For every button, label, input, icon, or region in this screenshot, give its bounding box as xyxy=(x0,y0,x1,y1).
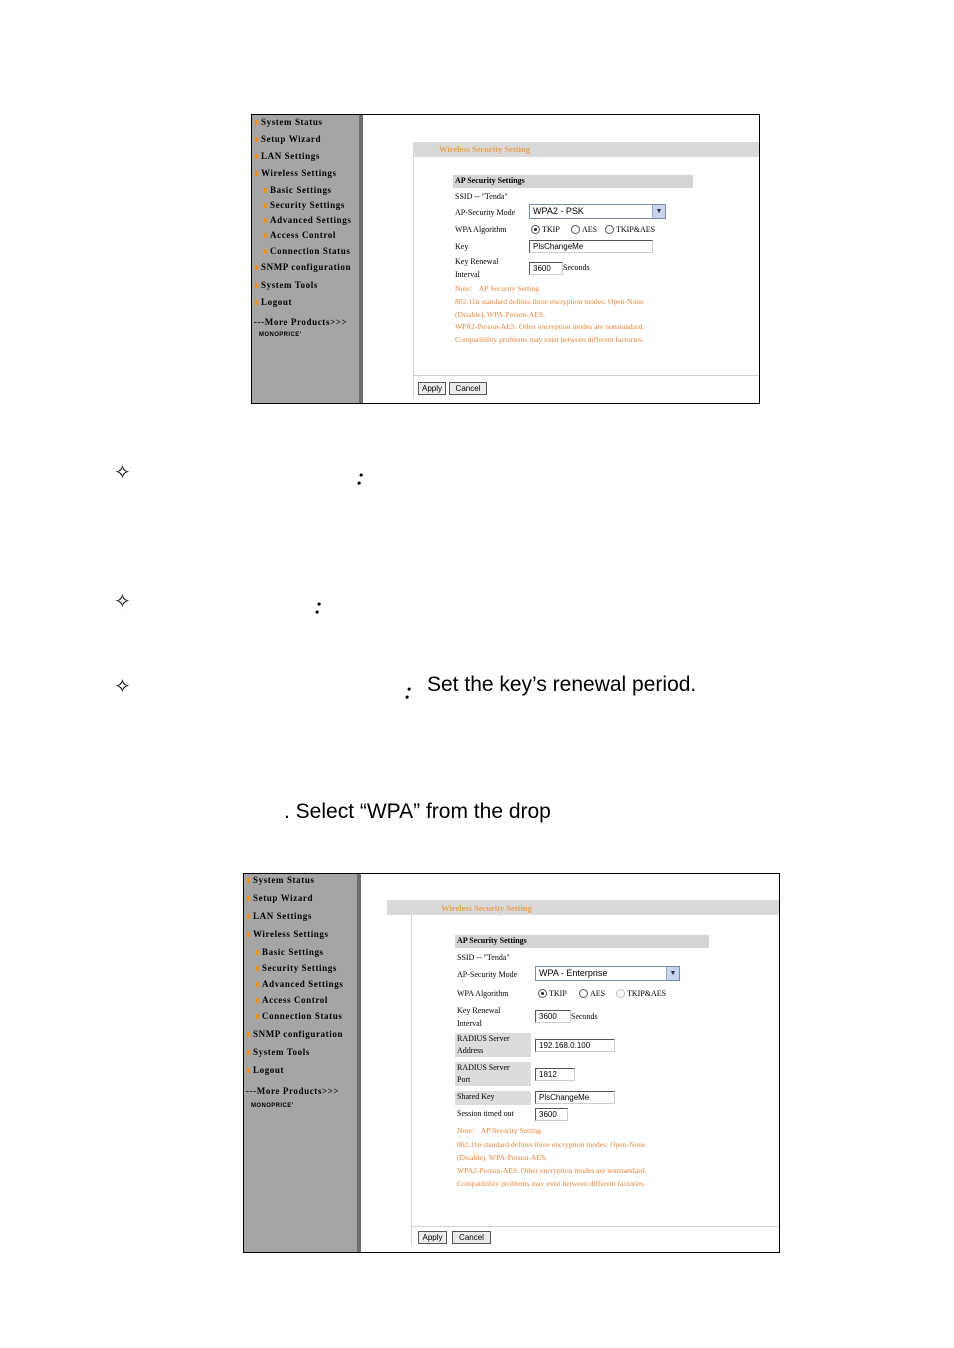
chevron-down-icon[interactable]: ▼ xyxy=(666,967,679,980)
main-panel xyxy=(363,115,759,403)
security-mode-label: AP-Security Mode xyxy=(457,970,518,979)
sidebar-item-advanced-settings[interactable]: Advanced Settings xyxy=(262,979,344,989)
screenshot-wpa2-psk xyxy=(251,114,760,404)
chevron-down-icon[interactable]: ▼ xyxy=(652,205,665,218)
note-line-2: 802.11n standard defines three encryption modes: Open-None xyxy=(455,297,644,306)
session-timeout-input[interactable]: 3600 xyxy=(535,1108,568,1121)
sidebar-item-connection-status[interactable]: Connection Status xyxy=(270,246,351,256)
more-products-link[interactable]: ---More Products>>> xyxy=(254,317,348,327)
radius-port-input[interactable]: 1812 xyxy=(535,1068,575,1081)
sidebar-item-advanced-settings[interactable]: Advanced Settings xyxy=(270,215,352,225)
sidebar-item-system-tools[interactable]: System Tools xyxy=(253,1047,310,1057)
radio-tkip-aes[interactable] xyxy=(616,989,625,998)
footer-divider xyxy=(411,1226,780,1227)
radio-aes[interactable] xyxy=(571,225,580,234)
content-divider xyxy=(413,157,414,397)
monoprice-logo: MONOPRICE' xyxy=(259,332,302,338)
key-input[interactable]: PlsChangeMe xyxy=(529,240,653,253)
sidebar-item-security-settings[interactable]: Security Settings xyxy=(262,963,337,973)
session-timeout-label: Session timed out xyxy=(457,1109,514,1118)
ssid-label: SSID -- "Tenda" xyxy=(455,192,508,201)
colon-mark: ： xyxy=(312,597,332,619)
radio-tkip-aes-label: TKIP&AES xyxy=(627,989,667,998)
key-renewal-input[interactable]: 3600 xyxy=(535,1010,571,1023)
radio-aes[interactable] xyxy=(579,989,588,998)
note-line-5: Compatibility problems may exist between different factories. xyxy=(457,1179,646,1188)
note-line-1: Note： AP Security Setting xyxy=(457,1126,541,1135)
sidebar-item-connection-status[interactable]: Connection Status xyxy=(262,1011,343,1021)
sidebar-item-logout[interactable]: Logout xyxy=(253,1065,285,1075)
cancel-button[interactable]: Cancel xyxy=(449,382,487,395)
sidebar-item-setup-wizard[interactable]: Setup Wizard xyxy=(253,893,314,903)
sidebar-item-setup-wizard[interactable]: Setup Wizard xyxy=(261,134,322,144)
radio-tkip-aes-label: TKIP&AES xyxy=(616,225,656,234)
radio-tkip[interactable] xyxy=(538,989,547,998)
ssid-label: SSID -- "Tenda" xyxy=(457,953,510,962)
sidebar-item-logout[interactable]: Logout xyxy=(261,297,293,307)
sidebar-item-access-control[interactable]: Access Control xyxy=(262,995,328,1005)
content-divider xyxy=(411,915,412,1245)
bullet-diamond-icon: ✧ xyxy=(114,674,131,698)
sidebar-item-lan-settings[interactable]: LAN Settings xyxy=(261,151,320,161)
sidebar-item-lan-settings[interactable]: LAN Settings xyxy=(253,911,312,921)
radio-tkip-aes[interactable] xyxy=(605,225,614,234)
bullet-diamond-icon: ✧ xyxy=(114,460,131,484)
screenshot-wpa-enterprise xyxy=(243,873,780,1253)
security-mode-select[interactable] xyxy=(529,204,666,219)
radio-aes-label: AES xyxy=(582,225,598,234)
sidebar xyxy=(252,115,363,403)
key-renewal-description: Set the key’s renewal period. xyxy=(427,673,697,696)
sidebar-item-system-status[interactable]: System Status xyxy=(261,117,323,127)
key-renewal-label: Key Renewal xyxy=(457,1006,501,1015)
sidebar-item-system-tools[interactable]: System Tools xyxy=(261,280,318,290)
key-renewal-label-2: Interval xyxy=(455,270,480,279)
radius-port-label-2: Port xyxy=(455,1074,531,1086)
colon-mark: ： xyxy=(354,468,374,490)
note-line-1: Note： AP Security Setting xyxy=(455,284,539,293)
wpa-algorithm-label: WPA Algorithm xyxy=(457,989,509,998)
apply-button[interactable]: Apply xyxy=(418,382,446,395)
radio-tkip[interactable] xyxy=(531,225,540,234)
more-products-link[interactable]: ---More Products>>> xyxy=(246,1086,340,1096)
security-mode-select[interactable] xyxy=(535,966,680,981)
note-line-5: Compatibility problems may exist between different factories. xyxy=(455,335,644,344)
note-line-2: 802.11n standard defines three encryption modes: Open-None xyxy=(457,1140,646,1149)
footer-divider xyxy=(413,375,759,376)
main-panel xyxy=(361,874,779,1252)
sidebar-item-system-status[interactable]: System Status xyxy=(253,875,315,885)
sidebar-item-access-control[interactable]: Access Control xyxy=(270,230,336,240)
radio-aes-label: AES xyxy=(590,989,606,998)
page-title: Wireless Security Setting xyxy=(441,903,532,913)
radius-address-label-2: Address xyxy=(455,1045,531,1057)
select-wpa-instruction: . Select “WPA” from the drop xyxy=(284,800,551,823)
colon-mark: ： xyxy=(402,682,422,704)
sidebar-item-wireless-settings[interactable]: Wireless Settings xyxy=(253,929,329,939)
section-title: AP Security Settings xyxy=(455,176,525,185)
key-label: Key xyxy=(455,242,469,251)
sidebar-item-snmp-configuration[interactable]: SNMP configuration xyxy=(253,1029,344,1039)
sidebar xyxy=(244,874,361,1252)
key-renewal-label: Key Renewal xyxy=(455,257,499,266)
note-line-4: WPA2-Person-AES. Other encryption modes are nonstandard. xyxy=(457,1166,647,1175)
key-renewal-input[interactable]: 3600 xyxy=(529,262,563,275)
shared-key-input[interactable]: PlsChangeMe xyxy=(535,1091,615,1104)
radio-tkip-label: TKIP xyxy=(549,989,567,998)
page-title: Wireless Security Setting xyxy=(439,144,530,154)
sidebar-item-basic-settings[interactable]: Basic Settings xyxy=(270,185,332,195)
sidebar-item-wireless-settings[interactable]: Wireless Settings xyxy=(261,168,337,178)
security-mode-value: WPA - Enterprise xyxy=(539,968,608,978)
shared-key-label: Shared Key xyxy=(455,1091,531,1105)
sidebar-item-snmp-configuration[interactable]: SNMP configuration xyxy=(261,262,352,272)
radio-tkip-label: TKIP xyxy=(542,225,560,234)
security-mode-label: AP-Security Mode xyxy=(455,208,516,217)
radius-address-input[interactable]: 192.168.0.100 xyxy=(535,1039,615,1052)
monoprice-logo: MONOPRICE' xyxy=(251,1103,294,1109)
radius-port-label: RADIUS Server xyxy=(455,1062,531,1074)
note-line-4: WPA2-Person-AES. Other encryption modes are nonstandard. xyxy=(455,322,645,331)
note-line-3: (Disable), WPA-Person-AES, xyxy=(457,1153,548,1162)
cancel-button[interactable]: Cancel xyxy=(452,1231,491,1244)
apply-button[interactable]: Apply xyxy=(418,1231,447,1244)
key-renewal-label-2: Interval xyxy=(457,1019,482,1028)
radius-address-label: RADIUS Server xyxy=(455,1033,531,1045)
note-line-3: (Disable), WPA-Person-AES, xyxy=(455,310,546,319)
sidebar-item-basic-settings[interactable]: Basic Settings xyxy=(262,947,324,957)
section-title: AP Security Settings xyxy=(457,936,527,945)
sidebar-item-security-settings[interactable]: Security Settings xyxy=(270,200,345,210)
bullet-diamond-icon: ✧ xyxy=(114,589,131,613)
key-renewal-unit: Seconds xyxy=(563,263,590,272)
wpa-algorithm-label: WPA Algorithm xyxy=(455,225,507,234)
key-renewal-unit: Seconds xyxy=(571,1012,598,1021)
security-mode-value: WPA2 - PSK xyxy=(533,206,584,216)
